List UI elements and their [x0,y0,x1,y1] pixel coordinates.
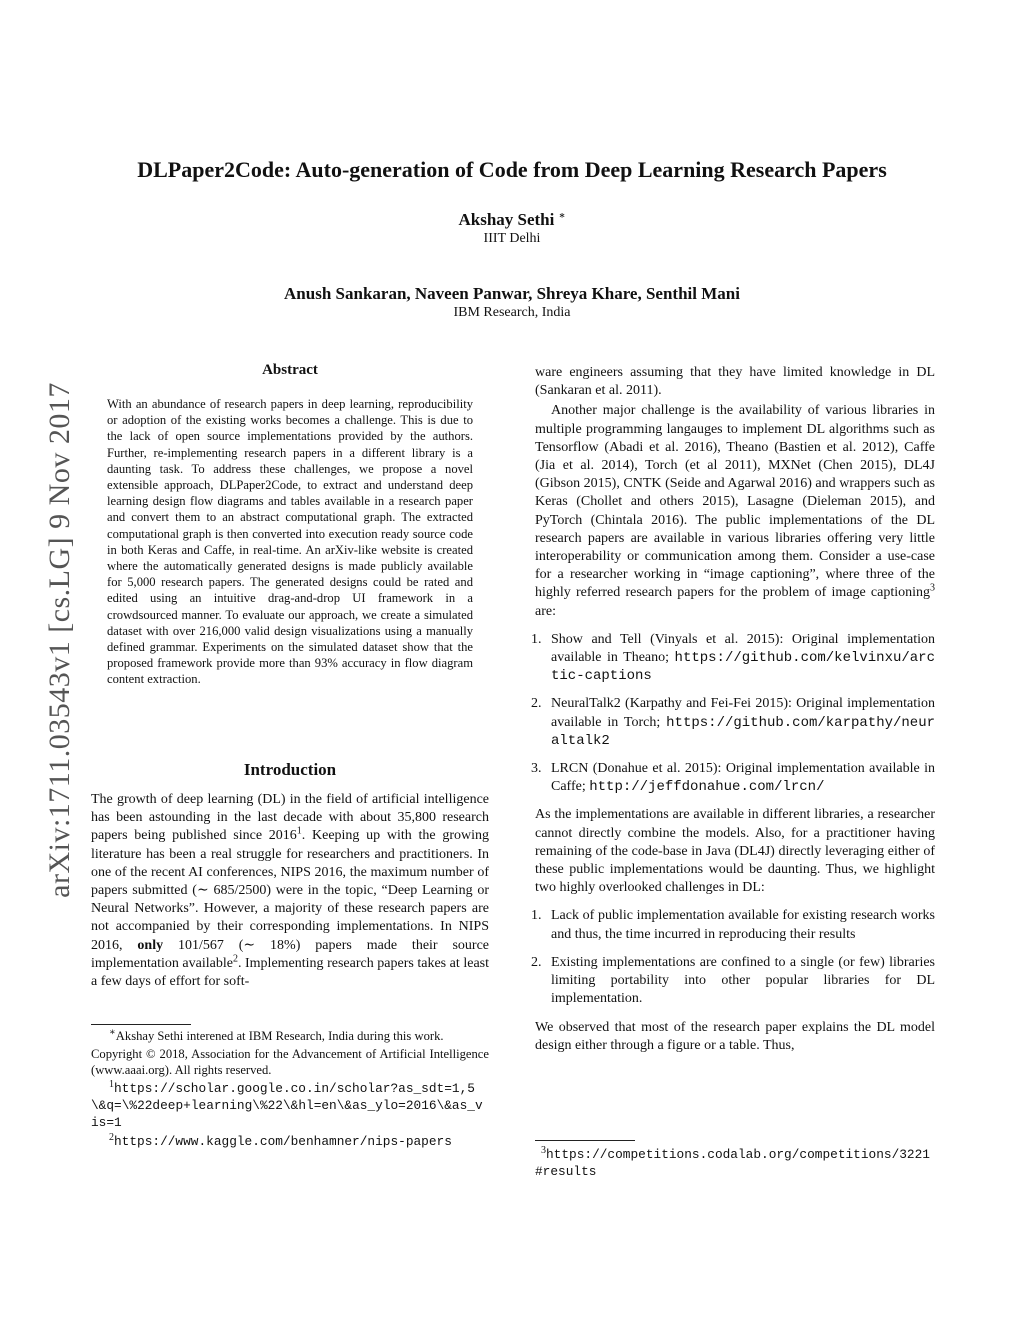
list-item-url[interactable]: https://github.com/kelvinxu/arctic-captions [551,650,935,685]
footnote-rule-right [535,1140,635,1141]
copyright-notice: Copyright © 2018, Association for the Advancement of Artificial Intelligence (www.aaai.org). All rights reserved. [91,1047,489,1077]
author-affiliation: IIIT Delhi [483,231,541,246]
list-item-url[interactable]: http://jeffdonahue.com/lrcn/ [589,779,825,796]
footnote-1-url[interactable]: https://scholar.google.co.in/scholar?as_sdt=1,5\&q=\%22deep+learning\%22\&hl=en\&as_ylo=2016\&as_vis=1 [91,1081,483,1130]
footnote-ref-3: 3 [930,582,935,594]
footnote-2-url[interactable]: https://www.kaggle.com/benhamner/nips-papers [114,1134,452,1149]
intro-text-d: . Implementing research papers takes at least a few days of effort for soft- [91,955,489,990]
footnote-3-mark: 3 [541,1144,546,1156]
list-item [531,631,935,686]
footnote-ref-2: 2 [232,953,238,965]
list-item-url[interactable]: https://github.com/karpathy/neuraltalk2 [551,714,935,749]
author-group-names: Anush Sankaran, Naveen Panwar, Shreya Khare, Senthil Mani [284,284,740,303]
list-item-number: 2. [531,954,542,970]
list-item-text: Show and Tell (Vinyals et al. 2015): Original implementation available in Theano; [551,631,935,666]
footnote-3-url[interactable]: https://competitions.codalab.org/competitions/3221#results [535,1147,930,1179]
paper-title: DLPaper2Code: Auto-generation of Code from Deep Learning Research Papers [137,157,887,182]
footnote-2-mark: 2 [109,1131,114,1143]
arxiv-identifier: arXiv:1711.03543v1 [cs.LG] 9 Nov 2017 [43,382,76,898]
challenges-list [531,907,935,1008]
author-primary [0,210,1024,248]
list-item-number: 1. [531,908,542,924]
list-item-text: Lack of public implementation available for existing research works and thus, the time incurred in reproducing their results [551,908,935,942]
author-name: Akshay Sethi [458,210,555,229]
paragraph-libraries-text: Another major challenge is the availability of various libraries in multiple programming langauges to implement DL algorithms such as Tensorflow (Abadi et al. 2016), Theano (Bastien et al. 2012), Caffe (Jia et al. 2014), Torch (et al 2011), MXNet (Chen 2015), DL4J (Gibson 2015), CNTK (Seide and Agarwal 2016) and wrappers such as Keras (Chollet and others 2015), Lasagne (Dieleman 2015), and PyTorch (Chintala 2016). The public implementations of the DL research papers are available in various libraries offering very little interoperability or communication among them. Consider a use-case for a researcher working in “image captioning”, where three of the highly referred research papers for the problem of image captioning [535,403,935,601]
abstract-heading: Abstract [262,362,318,378]
list-item-number: 2. [531,696,542,712]
right-column-text [531,364,935,1055]
footnotes-left [91,1028,489,1152]
list-item-text: LRCN (Donahue et al. 2015): Original implementation available in Caffe; [551,761,935,795]
list-item-number: 1. [531,631,542,647]
intro-text-c: 101/567 (∼ 18%) papers made their source implementation available [91,937,490,971]
list-item [531,907,935,943]
intro-text-b: . Keeping up with the growing literature has been a real struggle for researchers and practitioners. In one of the recent AI conferences, NIPS 2016, the maximum number of papers submitted (∼ 685/2500) were in the topic, “Deep Learning or Neural Networks”. However, a majority of these research papers are not accompanied by their corresponding implementations. In NIPS 2016, [91,828,489,953]
list-item-number: 3. [531,761,542,777]
implementation-list [531,631,935,797]
footnote-ref-1: 1 [296,825,302,837]
paragraph-libraries [535,402,935,620]
paragraph-libraries-end: are: [535,603,556,619]
paragraph-continued: ware engineers assuming that they have limited knowledge in DL (Sankaran et al. 2011). [535,365,935,399]
footnote-1-mark: 1 [109,1078,114,1090]
footnote-1 [91,1080,489,1131]
author-footnote-mark: ∗ [558,210,566,222]
list-item [531,760,935,796]
footnote-rule-left [91,1024,191,1025]
list-item-text: NeuralTalk2 (Karpathy and Fei-Fei 2015): Original implementation available in Torch; [551,696,935,730]
footnote-star-mark: ∗ [109,1026,116,1038]
abstract-text: With an abundance of research papers in deep learning, reproducibility or adoption of the existing works becomes a challenge. This is due to the lack of open source implementations provided by the authors. Further, re-implementing research papers in a different library is a daunting task. To address these challenges, we propose a novel extensible approach, DLPaper2Code, to extract and understand deep learning design flow diagrams and tables available in a research paper and convert them to an abstract computational graph. The extracted computational graph is then converted into execution ready source code in both Keras and Caffe, in real-time. An arXiv-like website is created where the automatically generated designs is made publicly available for 5,000 research papers. The generated designs could be rated and edited using an intuitive drag-and-drop UI framework in a crowdsourced manner. To evaluate our approach, we create a simulated dataset with over 216,000 valid design visualizations using a manually defined grammar. Experiments on the simulated dataset show that the proposed framework provide more than 93% accuracy in flow diagram content extraction. [107,397,473,687]
author-group [0,284,1024,322]
author-group-affiliation: IBM Research, India [453,305,571,320]
footnote-2 [91,1133,489,1150]
footnote-author [91,1028,489,1044]
list-item [531,695,935,750]
paragraph-challenges: As the implementations are available in different libraries, a researcher cannot directly combine the models. Also, for a practitioner having remaining of the code-base in Java (DL4J) directly leveraging either of these public implementations would be daunting. Thus, we highlight two highly overlooked challenges in DL: [535,807,935,896]
footnote-3 [535,1146,935,1180]
footnote-star-text: Akshay Sethi interened at IBM Research, India during this work. [115,1029,444,1043]
list-item-text: Existing implementations are confined to a single (or few) libraries limiting portability into other popular libraries for DL implementation. [551,954,935,1007]
introduction-heading: Introduction [243,760,337,779]
paragraph-observation: We observed that most of the research paper explains the DL model design either through a figure or a table. Thus, [535,1019,935,1053]
intro-text-a: The growth of deep learning (DL) in the field of artificial intelligence has been astounding in the last decade with about 35,800 research papers being published since 2016 [91,792,489,844]
intro-emphasis: only [137,937,164,953]
introduction-text [91,791,489,991]
list-item [531,954,935,1009]
